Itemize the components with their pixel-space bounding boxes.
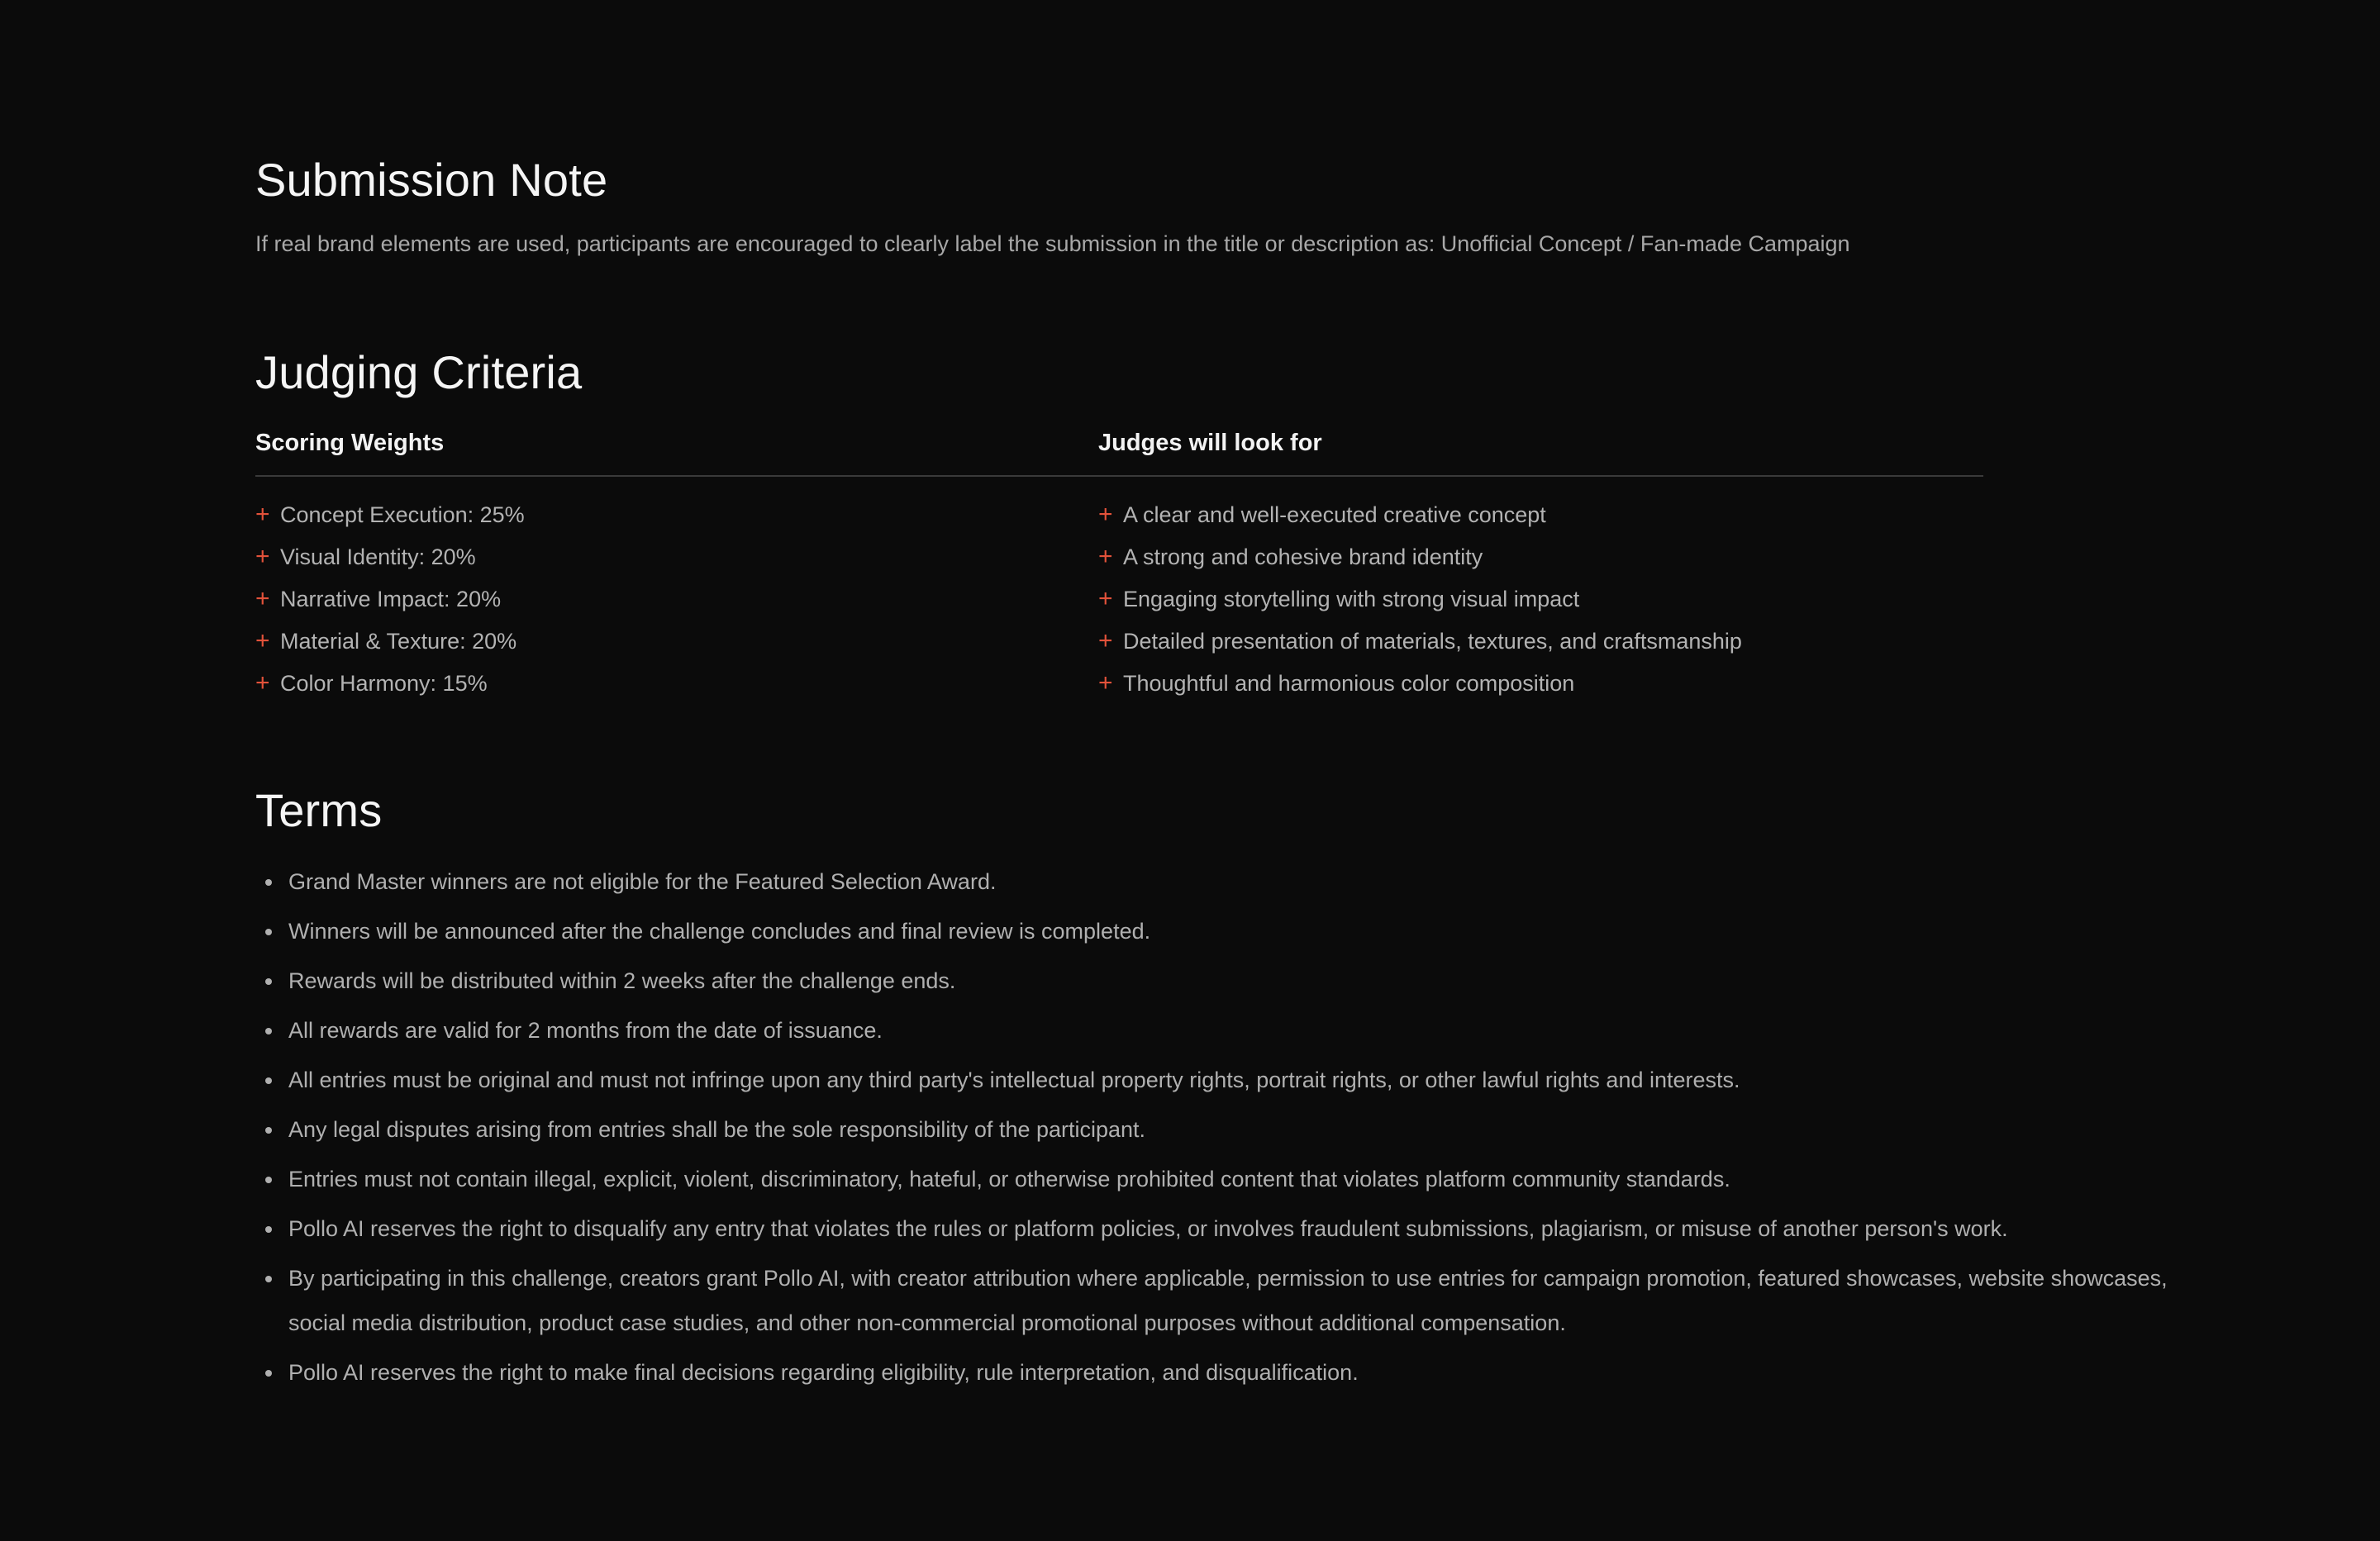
term-text: Winners will be announced after the challenge concludes and final review is completed. [288, 919, 1151, 944]
list-item [255, 578, 1098, 620]
scoring-weight-label: Material & Texture: 20% [280, 628, 517, 654]
scoring-weight-label: Narrative Impact: 20% [280, 586, 502, 611]
plus-icon: + [255, 626, 270, 654]
list-item [1098, 620, 1983, 662]
look-for-label: Thoughtful and harmonious color composition [1123, 670, 1575, 696]
look-for-label: Detailed presentation of materials, textures, and craftsmanship [1123, 628, 1742, 654]
look-for-label: A clear and well-executed creative concept [1123, 502, 1546, 527]
scoring-weight-label: Color Harmony: 15% [280, 670, 488, 696]
scoring-weight-label: Concept Execution: 25% [280, 502, 525, 527]
bullet-icon [265, 929, 272, 935]
list-item [255, 1350, 2156, 1395]
terms-title: Terms [255, 784, 383, 836]
bullet-icon [265, 879, 272, 886]
terms-list [255, 859, 2168, 1400]
list-item [255, 1157, 2156, 1201]
list-item [255, 620, 1098, 662]
scoring-weights-column [255, 426, 1098, 704]
scoring-weights-heading: Scoring Weights [255, 426, 1098, 477]
list-item [255, 535, 1098, 578]
plus-icon: + [1098, 542, 1113, 570]
list-item [255, 1256, 2189, 1345]
look-for-label: A strong and cohesive brand identity [1123, 544, 1483, 569]
list-item [255, 1206, 2156, 1251]
plus-icon: + [1098, 500, 1113, 528]
list-item [255, 909, 2156, 954]
list-item [1098, 493, 1983, 535]
judges-look-for-list [1098, 493, 1983, 704]
submission-note-text: If real brand elements are used, participants are encouraged to clearly label the submission in the title or description as: Unofficial Concept / Fan-made Campaign [255, 231, 1850, 256]
judges-look-for-column [1098, 426, 1983, 704]
plus-icon: + [255, 500, 270, 528]
bullet-icon [265, 1127, 272, 1134]
list-item [255, 1107, 2156, 1152]
bullet-icon [265, 1077, 272, 1084]
plus-icon: + [1098, 626, 1113, 654]
list-item [255, 493, 1098, 535]
bullet-icon [265, 1028, 272, 1034]
plus-icon: + [1098, 584, 1113, 612]
term-text: Entries must not contain illegal, explicit, violent, discriminatory, hateful, or otherwise prohibited content that violates platform community standards. [288, 1167, 1730, 1191]
bullet-icon [265, 1370, 272, 1377]
scoring-weight-label: Visual Identity: 20% [280, 544, 476, 569]
judges-look-for-heading: Judges will look for [1098, 426, 1983, 477]
list-item [1098, 578, 1983, 620]
term-text: Rewards will be distributed within 2 weeks after the challenge ends. [288, 968, 956, 993]
list-item [255, 662, 1098, 704]
term-text: All rewards are valid for 2 months from the date of issuance. [288, 1018, 883, 1043]
term-text: All entries must be original and must not infringe upon any third party's intellectual property rights, portrait rights, or other lawful rights and interests. [288, 1068, 1740, 1092]
bullet-icon [265, 1177, 272, 1183]
plus-icon: + [255, 584, 270, 612]
list-item [1098, 535, 1983, 578]
term-text: Pollo AI reserves the right to make final decisions regarding eligibility, rule interpretation, and disqualification. [288, 1360, 1359, 1385]
term-text: By participating in this challenge, creators grant Pollo AI, with creator attribution where applicable, permission to use entries for campaign promotion, featured showcases, website showcases, social media distribution, product case studies, and other non-commercial promotional purposes without additional compensation. [288, 1266, 2168, 1335]
term-text: Any legal disputes arising from entries shall be the sole responsibility of the participant. [288, 1117, 1146, 1142]
plus-icon: + [255, 668, 270, 697]
scoring-weights-list [255, 493, 1098, 704]
term-text: Grand Master winners are not eligible for the Featured Selection Award. [288, 869, 997, 894]
look-for-label: Engaging storytelling with strong visual impact [1123, 586, 1580, 611]
list-item [255, 958, 2156, 1003]
judging-criteria-title: Judging Criteria [255, 346, 583, 398]
list-item [255, 1058, 2156, 1102]
plus-icon: + [255, 542, 270, 570]
list-item [255, 1008, 2156, 1053]
plus-icon: + [1098, 668, 1113, 697]
bullet-icon [265, 978, 272, 985]
bullet-icon [265, 1276, 272, 1282]
list-item [1098, 662, 1983, 704]
term-text: Pollo AI reserves the right to disqualify any entry that violates the rules or platform policies, or involves fraudulent submissions, plagiarism, or misuse of another person's work. [288, 1216, 2008, 1241]
list-item [255, 859, 2156, 904]
submission-note-title: Submission Note [255, 154, 608, 206]
bullet-icon [265, 1226, 272, 1233]
